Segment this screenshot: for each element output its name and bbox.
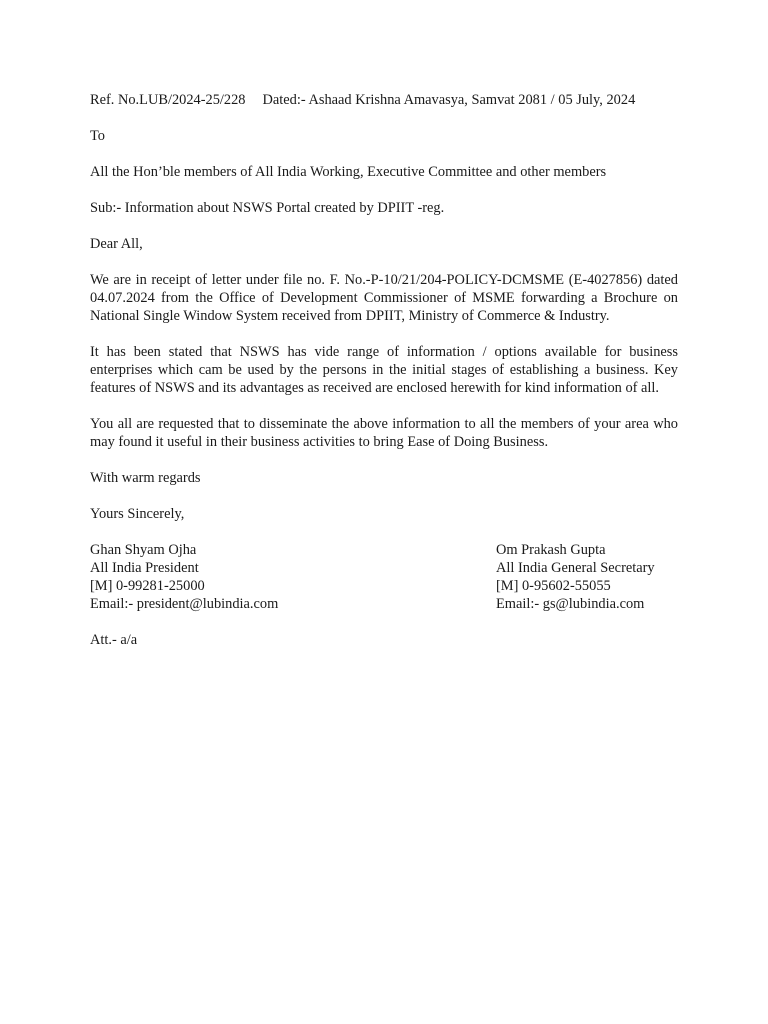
signature-block [90, 541, 678, 613]
signatory-general-secretary [496, 541, 655, 613]
addressee: All the Hon’ble members of All India Working, Executive Committee and other members [90, 164, 607, 180]
letter-body [90, 91, 678, 649]
salutation: Dear All, [90, 236, 143, 252]
paragraph-request: You all are requested that to disseminate the above information to all the members of your area who may found it useful in their business activities to bring Ease of Doing Business. [90, 416, 678, 450]
signatory-president [90, 541, 278, 613]
subject-line: Sub:- Information about NSWS Portal created by DPIIT -reg. [90, 200, 445, 216]
to-label: To [90, 128, 105, 144]
paragraph-receipt: We are in receipt of letter under file no. F. No.-P-10/21/204-POLICY-DCMSME (E-4027856) dated 04.07.2024 from the Office of Development Commissioner of MSME forwarding a Brochure on National Single Window System received from DPIIT, Ministry of Commerce & Industry. [90, 272, 678, 324]
reference-line [90, 91, 678, 109]
regards-line: With warm regards [90, 470, 201, 486]
closing-line: Yours Sincerely, [90, 506, 185, 522]
paragraph-nsws-features: It has been stated that NSWS has vide range of information / options available for business enterprises which cam be used by the persons in the initial stages of establishing a business. Key features of NSWS and its advantages as received are enclosed herewith for kind information of all. [90, 344, 678, 396]
attachment-note: Att.- a/a [90, 632, 138, 648]
signatory-name: Om Prakash Gupta [496, 542, 606, 558]
signatory-email: Email:- president@lubindia.com [90, 596, 279, 612]
signatory-title: All India President [90, 560, 199, 576]
signatory-email: Email:- gs@lubindia.com [496, 596, 645, 612]
signatory-title: All India General Secretary [496, 560, 655, 576]
signatory-phone: [M] 0-95602-55055 [496, 578, 611, 594]
reference-number: Ref. No.LUB/2024-25/228 [90, 92, 246, 108]
letter-date: Dated:- Ashaad Krishna Amavasya, Samvat 2081 / 05 July, 2024 [262, 92, 636, 108]
signatory-name: Ghan Shyam Ojha [90, 542, 197, 558]
signatory-phone: [M] 0-99281-25000 [90, 578, 205, 594]
